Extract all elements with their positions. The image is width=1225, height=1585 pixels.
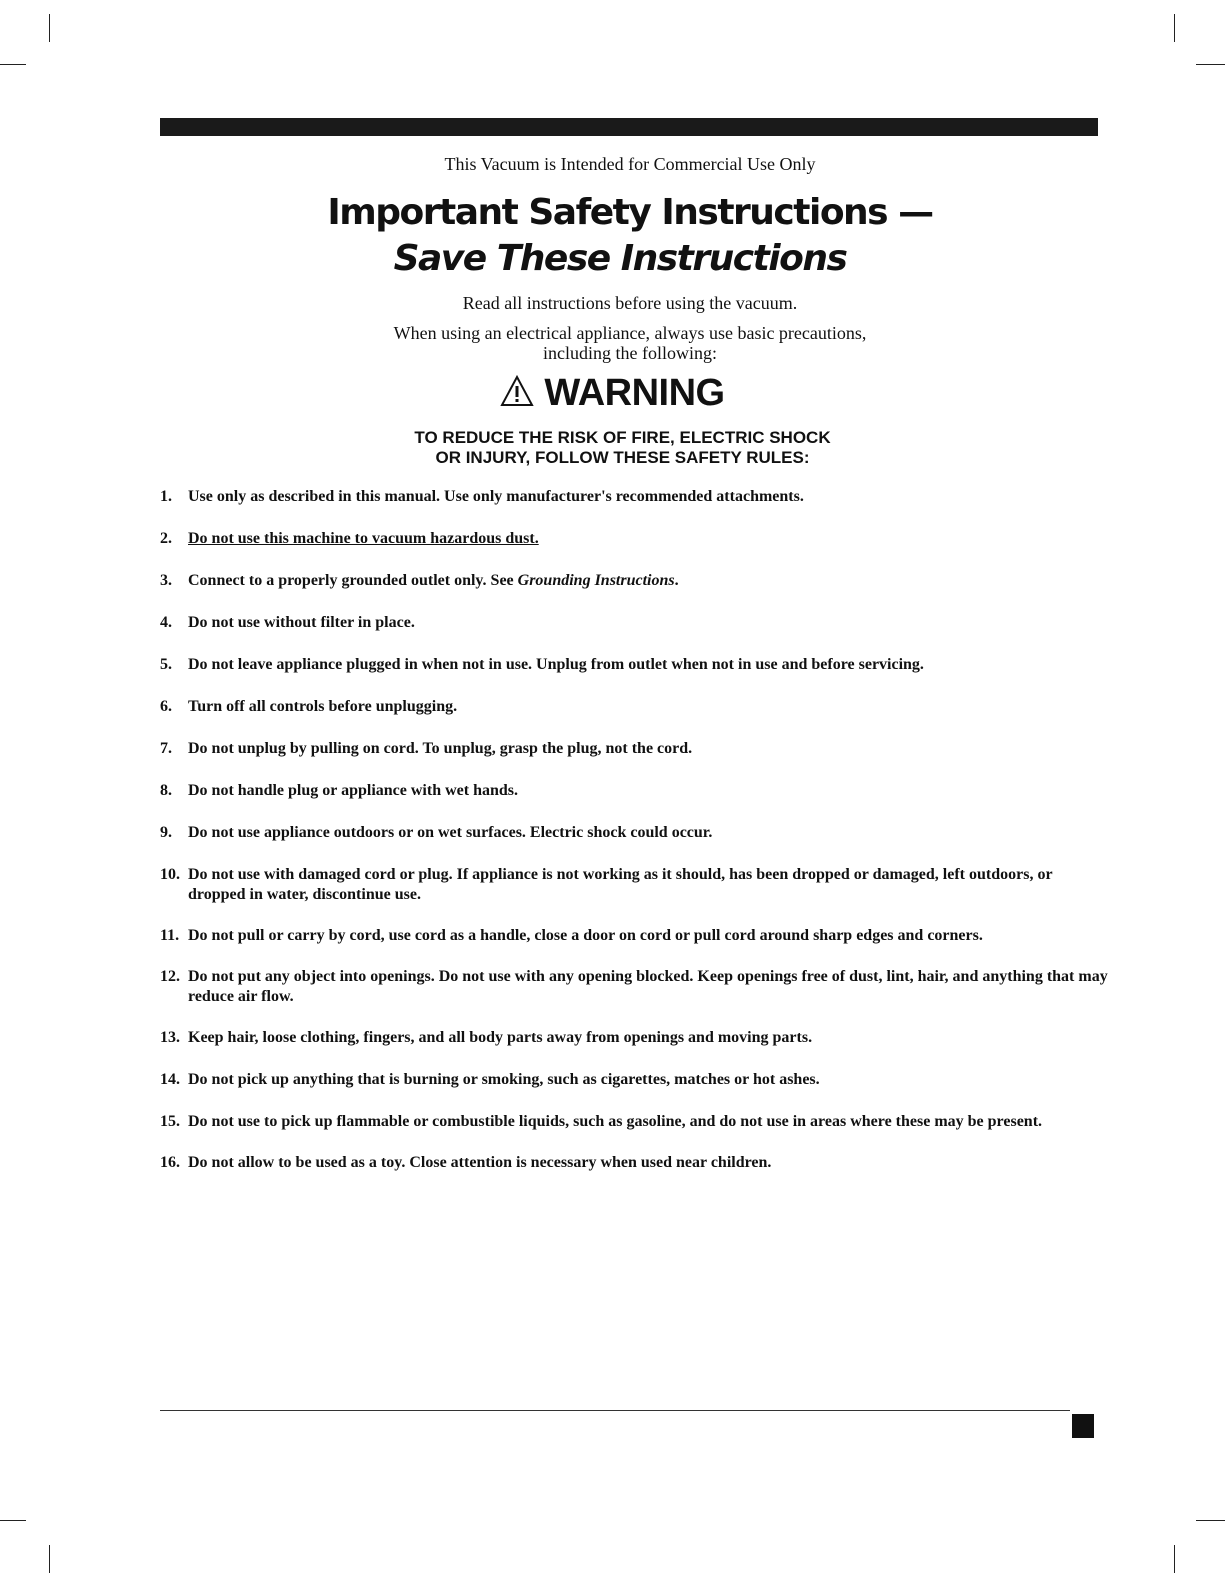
rule-number: 14. xyxy=(160,1071,180,1088)
crop-mark-top-right-v xyxy=(1174,14,1175,42)
crop-mark-bottom-left-h xyxy=(0,1520,26,1521)
crop-mark-bottom-right-h xyxy=(1196,1520,1225,1521)
rule-number: 2. xyxy=(160,530,172,547)
title-line-1: Important Safety Instructions — xyxy=(327,192,933,233)
rule-number: 8. xyxy=(160,782,172,799)
rule-number: 13. xyxy=(160,1029,180,1046)
list-item xyxy=(160,529,1110,549)
list-item xyxy=(160,1028,1110,1048)
rule-text: Connect to a properly grounded outlet only. See xyxy=(188,572,518,589)
rule-text: Do not put any object into openings. Do not use with any opening blocked. Keep openings free of dust, lint, hair, and anything that may reduce air flow. xyxy=(188,968,1108,1005)
rule-text: Do not pull or carry by cord, use cord as a handle, close a door on cord or pull cord around sharp edges and corners. xyxy=(188,927,983,944)
crop-mark-top-right-h xyxy=(1196,64,1225,65)
rule-number: 1. xyxy=(160,488,172,505)
footer-marker xyxy=(1072,1414,1094,1438)
list-item xyxy=(160,739,1110,759)
list-item xyxy=(160,926,1110,946)
rule-number: 5. xyxy=(160,656,172,673)
crop-mark-bottom-left-v xyxy=(49,1545,50,1573)
rule-text: Use only as described in this manual. Use only manufacturer's recommended attachments. xyxy=(188,488,804,505)
rule-number: 7. xyxy=(160,740,172,757)
warning-subline-2: OR INJURY, FOLLOW THESE SAFETY RULES: xyxy=(435,448,810,467)
rule-number: 3. xyxy=(160,572,172,589)
warning-heading xyxy=(0,372,1225,415)
rule-text: Do not use without filter in place. xyxy=(188,614,415,631)
rule-number: 16. xyxy=(160,1154,180,1171)
intro-line-3: including the following: xyxy=(543,343,717,363)
rule-number: 12. xyxy=(160,968,180,985)
crop-mark-top-left-v xyxy=(49,14,50,42)
list-item xyxy=(160,1112,1110,1132)
intro-text xyxy=(0,293,1225,363)
list-item xyxy=(160,865,1110,905)
warning-label: WARNING xyxy=(544,372,725,414)
rule-number: 9. xyxy=(160,824,172,841)
rule-text: Do not unplug by pulling on cord. To unplug, grasp the plug, not the cord. xyxy=(188,740,693,757)
crop-mark-top-left-h xyxy=(0,64,26,65)
safety-rules-list xyxy=(160,487,1110,1195)
page-title xyxy=(0,193,1225,279)
list-item xyxy=(160,1070,1110,1090)
rule-number: 11. xyxy=(160,927,180,944)
list-item xyxy=(160,697,1110,717)
rule-text: Turn off all controls before unplugging. xyxy=(188,698,458,715)
intro-line-1: Read all instructions before using the vacuum. xyxy=(462,293,798,313)
rule-number: 15. xyxy=(160,1113,180,1130)
list-item xyxy=(160,613,1110,633)
rule-text: Do not use to pick up flammable or combustible liquids, such as gasoline, and do not use in areas where these may be present. xyxy=(188,1113,1043,1130)
list-item xyxy=(160,781,1110,801)
rule-reference: Grounding Instructions xyxy=(517,572,675,589)
footer-rule xyxy=(160,1410,1070,1411)
list-item xyxy=(160,655,1110,675)
crop-mark-bottom-right-v xyxy=(1174,1545,1175,1573)
header-bar xyxy=(160,118,1098,136)
list-item xyxy=(160,571,1110,591)
intro-line-2: When using an electrical appliance, always use basic precautions, xyxy=(393,323,867,343)
list-item xyxy=(160,967,1110,1007)
rule-number: 4. xyxy=(160,614,172,631)
list-item xyxy=(160,823,1110,843)
list-item xyxy=(160,1153,1110,1173)
warning-subline-1: TO REDUCE THE RISK OF FIRE, ELECTRIC SHOCK xyxy=(414,428,831,447)
list-item xyxy=(160,487,1110,507)
rule-number: 10. xyxy=(160,866,180,883)
rule-text: Keep hair, loose clothing, fingers, and all body parts away from openings and moving parts. xyxy=(188,1029,813,1046)
rule-text: Do not pick up anything that is burning or smoking, such as cigarettes, matches or hot ashes. xyxy=(188,1071,820,1088)
rule-text: Do not handle plug or appliance with wet hands. xyxy=(188,782,518,799)
rule-text: Do not allow to be used as a toy. Close attention is necessary when used near children. xyxy=(188,1154,772,1171)
rule-number: 6. xyxy=(160,698,172,715)
title-line-2: Save These Instructions xyxy=(393,238,847,279)
intended-use-note: This Vacuum is Intended for Commercial Use Only xyxy=(444,154,816,174)
rule-text: Do not use this machine to vacuum hazardous dust. xyxy=(188,530,539,547)
rule-text: Do not use with damaged cord or plug. If appliance is not working as it should, has been dropped or damaged, left outdoors, or dropped in water, discontinue use. xyxy=(188,866,1053,903)
rule-text-end: . xyxy=(674,572,679,589)
rule-text: Do not use appliance outdoors or on wet surfaces. Electric shock could occur. xyxy=(188,824,713,841)
warning-triangle-icon xyxy=(500,375,534,412)
warning-subheading xyxy=(0,428,1225,468)
rule-text: Do not leave appliance plugged in when not in use. Unplug from outlet when not in use and before servicing. xyxy=(188,656,924,673)
